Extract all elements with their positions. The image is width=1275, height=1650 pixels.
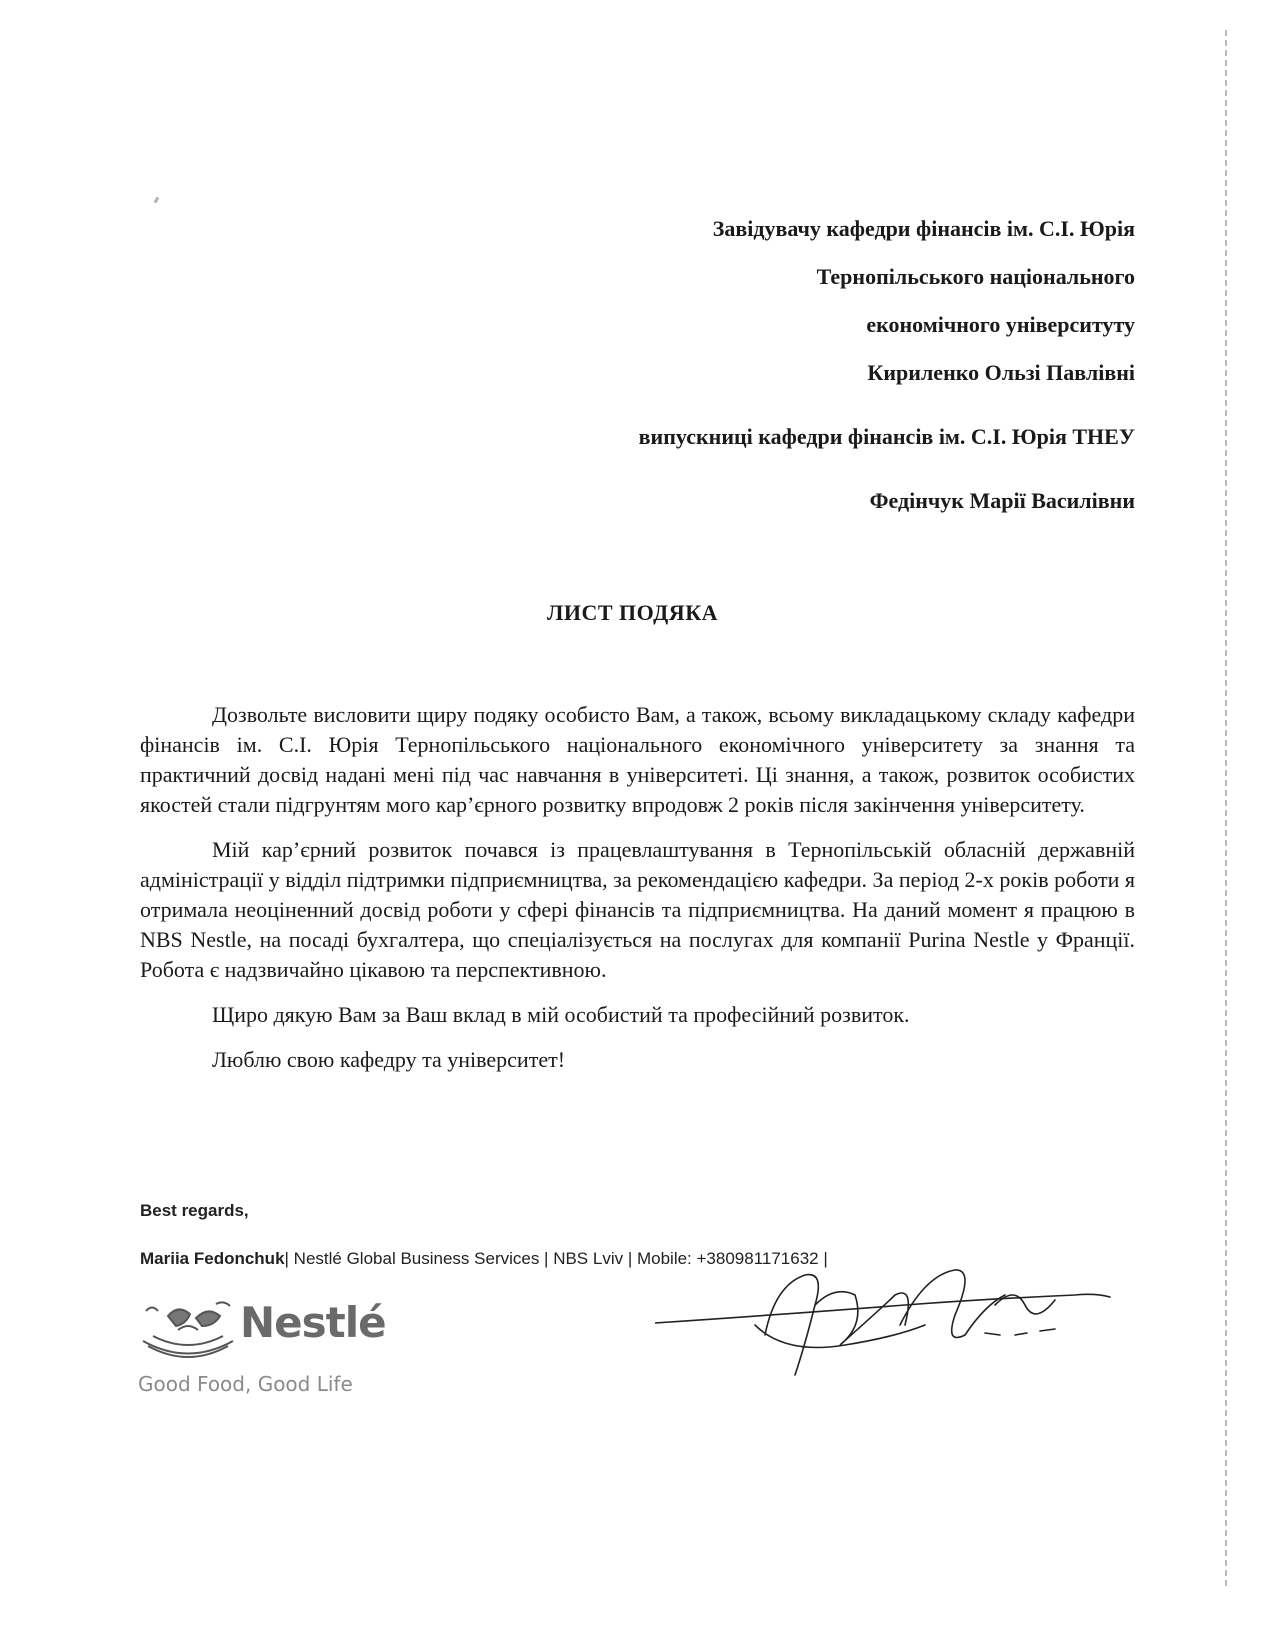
addressee-line: Завідувачу кафедри фінансів ім. С.І. Юрія — [712, 216, 1135, 241]
body-paragraph: Мій кар’єрний розвиток почався із працевлаштування в Тернопільській обласній державній адміністрації у відділ підтримки підприємництва, за рекомендацією кафедри. За період 2-х років роботи я отримала неоціненний досвід роботи у сфері фінансів та підприємництва. На даний момент я працюю в NBS Nestle, на посаді бухгалтера, що спеціалізується на послугах для компанії Purina Nestle у Франції. Робота є надзвичайно цікавою та перспективною. — [140, 837, 1135, 982]
addressee-line: економічного університуту — [866, 312, 1135, 337]
handwritten-signature — [655, 1265, 1115, 1405]
signature-block — [140, 1201, 828, 1269]
bird-nest-icon — [138, 1296, 238, 1366]
contact-details: | Nestlé Global Business Services | NBS Lviv | Mobile: +380981171632 | — [284, 1249, 828, 1268]
best-regards: Best regards, — [140, 1201, 249, 1220]
nestle-logo — [138, 1296, 386, 1406]
letter-body — [140, 700, 1135, 1090]
body-paragraph: Щиро дякую Вам за Ваш вклад в мій особистий та професійний розвиток. — [212, 1002, 910, 1027]
body-paragraph: Дозвольте висловити щиру подяку особисто Вам, а також, всьому викладацькому складу кафедри фінансів ім. С.І. Юрія Тернопільського національного економічного університету за знання та практичний досвід надані мені під час навчання в університеті. Ці знання, а також, розвиток особистих якостей стали підгрунтям мого кар’єрного розвитку впродовж 2 років після закінчення університету. — [140, 702, 1135, 817]
addressee-block — [435, 205, 1135, 525]
sender-name: Федінчук Марії Василівни — [869, 488, 1135, 513]
sender-contact-name: Mariia Fedonchuk — [140, 1249, 285, 1268]
body-paragraph: Люблю свою кафедру та університет! — [212, 1047, 566, 1072]
addressee-line: Тернопільського національного — [816, 264, 1135, 289]
addressee-line: Кириленко Ользі Павлівні — [867, 360, 1135, 385]
nestle-tagline: Good Food, Good Life — [138, 1372, 353, 1396]
letter-title: ЛИСТ ПОДЯКА — [546, 600, 719, 625]
scan-edge-line — [1225, 30, 1227, 1590]
sender-line: випускниці кафедри фінансів ім. С.І. Юрія ТНЕУ — [638, 424, 1135, 449]
scan-speck — [154, 197, 160, 204]
nestle-wordmark: Nestlé — [240, 1298, 386, 1347]
